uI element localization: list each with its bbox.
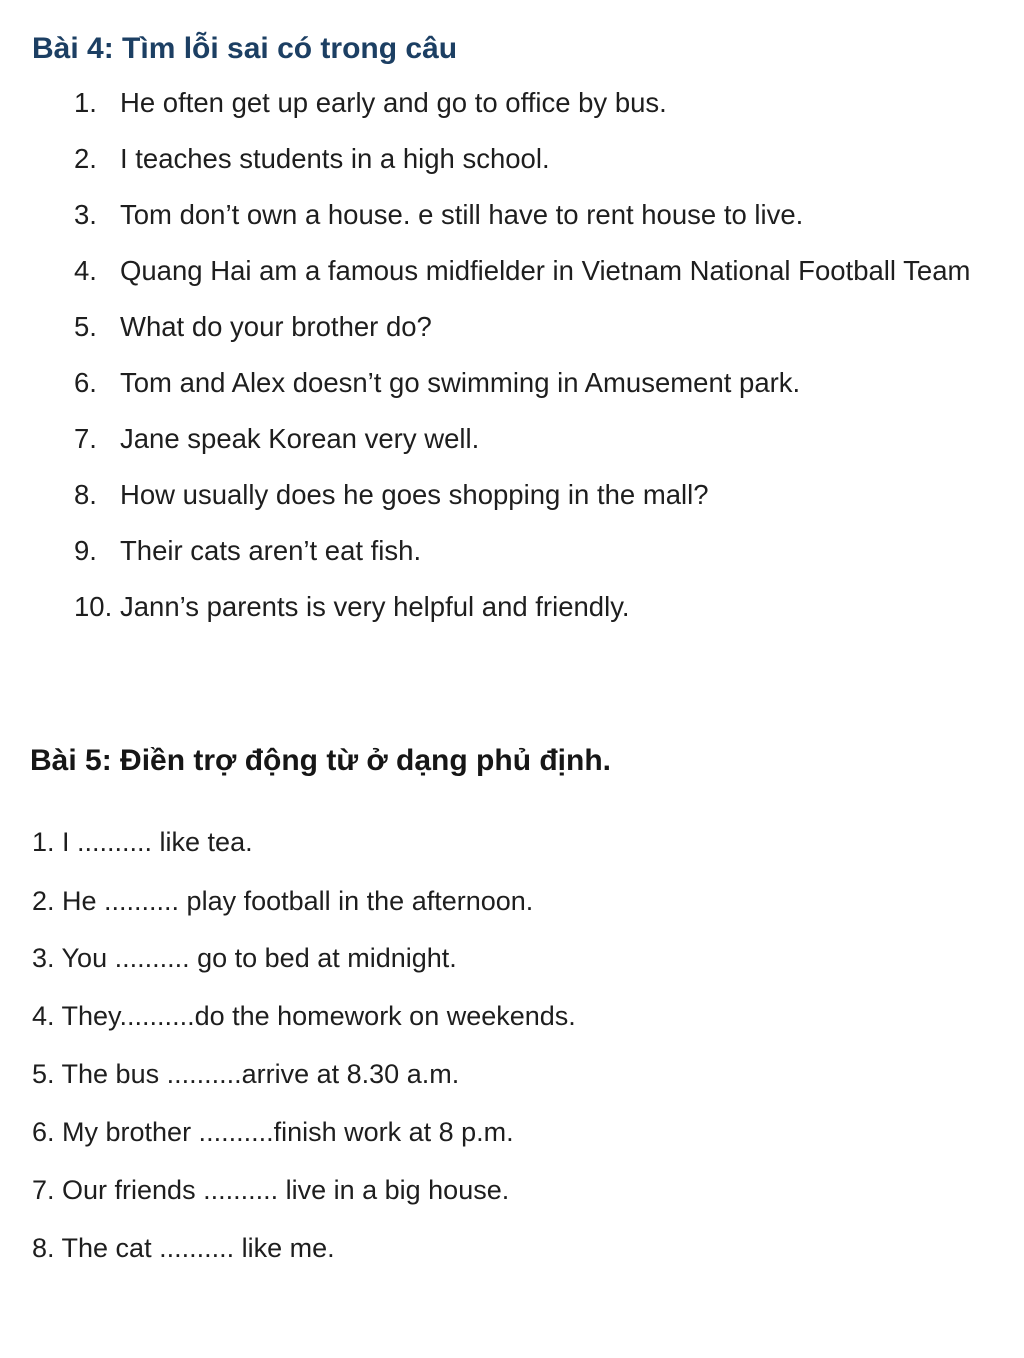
exercise-item: 1. I .......... like tea. [32,827,253,857]
exercise-item: 7. Our friends .......... live in a big house. [32,1175,510,1205]
list-item [74,195,803,235]
list-item [74,139,550,179]
list-item [74,363,800,403]
exercise-item: 5. The bus ..........arrive at 8.30 a.m. [32,1059,460,1089]
item-number: 10. [74,591,113,622]
section-4-title: Bài 4: Tìm lỗi sai có trong câu [32,32,458,65]
exercise-item: 4. They..........do the homework on weekends. [32,1001,576,1031]
section-5-title: Bài 5: Điền trợ động từ ở dạng phủ định. [30,744,612,777]
item-text: Their cats aren’t eat fish. [120,535,422,566]
item-number: 3. [74,199,97,230]
item-number: 1. [74,87,97,118]
exercise-item: 3. You .......... go to bed at midnight. [32,943,457,973]
item-text: Quang Hai am a famous midfielder in Vietnam National Football Team [120,255,971,286]
item-number: 9. [74,535,97,566]
item-number: 6. [74,367,97,398]
item-text: How usually does he goes shopping in the mall? [120,479,709,510]
list-item [74,307,432,347]
list-item [74,419,479,459]
item-text: I teaches students in a high school. [120,143,550,174]
list-item [74,587,630,627]
exercise-item: 6. My brother ..........finish work at 8 p.m. [32,1117,514,1147]
exercise-item: 2. He .......... play football in the afternoon. [32,886,534,916]
list-item [74,531,421,571]
list-item [74,83,667,123]
exercise-item: 8. The cat .......... like me. [32,1233,335,1263]
item-text: What do your brother do? [120,311,432,342]
item-text: Jane speak Korean very well. [120,423,480,454]
item-text: Tom don’t own a house. e still have to rent house to live. [120,199,804,230]
item-text: He often get up early and go to office by bus. [120,87,667,118]
item-number: 8. [74,479,97,510]
list-item [74,475,709,515]
item-text: Tom and Alex doesn’t go swimming in Amusement park. [120,367,801,398]
item-number: 7. [74,423,97,454]
item-number: 5. [74,311,97,342]
item-number: 2. [74,143,97,174]
item-text: Jann’s parents is very helpful and friendly. [120,591,630,622]
list-item [74,251,970,291]
item-number: 4. [74,255,97,286]
